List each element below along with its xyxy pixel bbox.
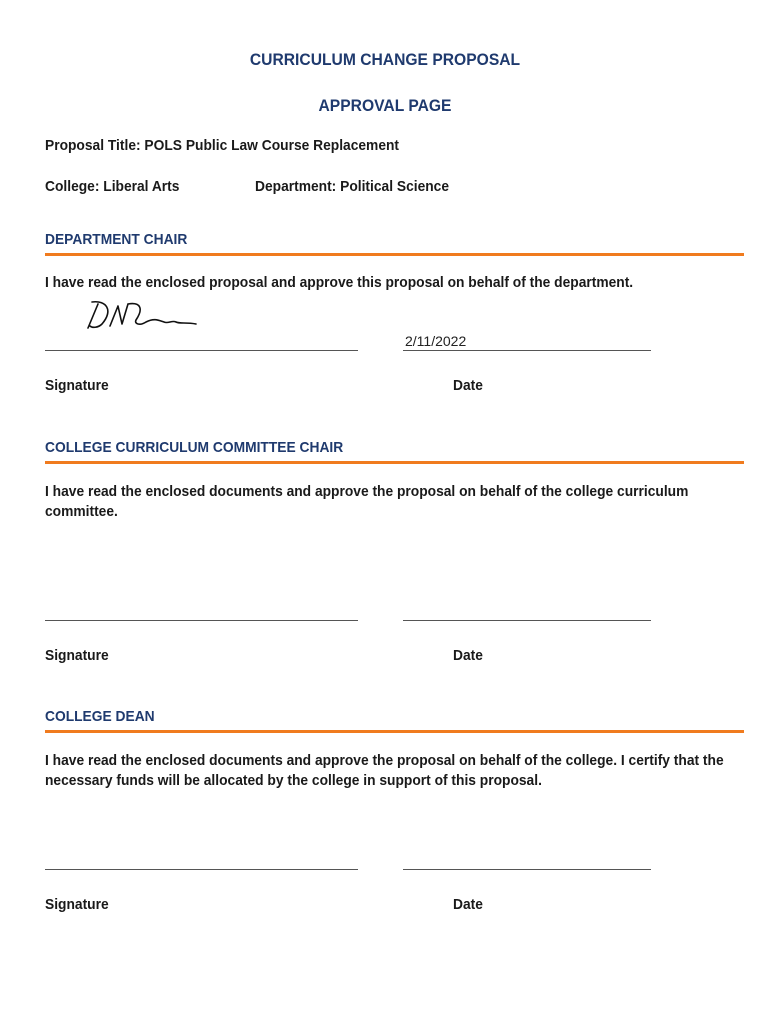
- signature-line: [45, 620, 358, 621]
- date-line: [403, 350, 651, 351]
- document-title: CURRICULUM CHANGE PROPOSAL: [249, 50, 521, 69]
- document-subtitle: APPROVAL PAGE: [318, 96, 452, 115]
- section-text: I have read the enclosed documents and approve the proposal on behalf of the college. I certify that the necessary funds will be allocated by the college in support of this proposal.: [45, 752, 724, 789]
- date-line: [403, 869, 651, 870]
- section-heading: DEPARTMENT CHAIR: [45, 231, 188, 248]
- section-heading: COLLEGE DEAN: [45, 708, 155, 725]
- signature-line: [45, 350, 358, 351]
- college-field: College: Liberal Arts: [45, 178, 180, 195]
- signature-line: [45, 869, 358, 870]
- section-department-chair: [45, 231, 744, 256]
- date-line: [403, 620, 651, 621]
- signature-label: Signature: [45, 377, 109, 394]
- date-value: 2/11/2022: [405, 333, 467, 349]
- proposal-title: Proposal Title: POLS Public Law Course Replacement: [45, 137, 400, 154]
- signature-label: Signature: [45, 896, 109, 913]
- section-heading: COLLEGE CURRICULUM COMMITTEE CHAIR: [45, 439, 344, 456]
- section-text: I have read the enclosed proposal and approve this proposal on behalf of the department.: [45, 274, 634, 291]
- date-label: Date: [453, 647, 483, 664]
- date-label: Date: [453, 377, 483, 394]
- section-committee-chair: [45, 439, 744, 464]
- section-college-dean: [45, 708, 744, 733]
- chair-signature: [84, 298, 204, 334]
- section-text: I have read the enclosed documents and approve the proposal on behalf of the college curriculum committee.: [45, 483, 689, 520]
- signature-label: Signature: [45, 647, 109, 664]
- department-field: Department: Political Science: [255, 178, 450, 195]
- date-label: Date: [453, 896, 483, 913]
